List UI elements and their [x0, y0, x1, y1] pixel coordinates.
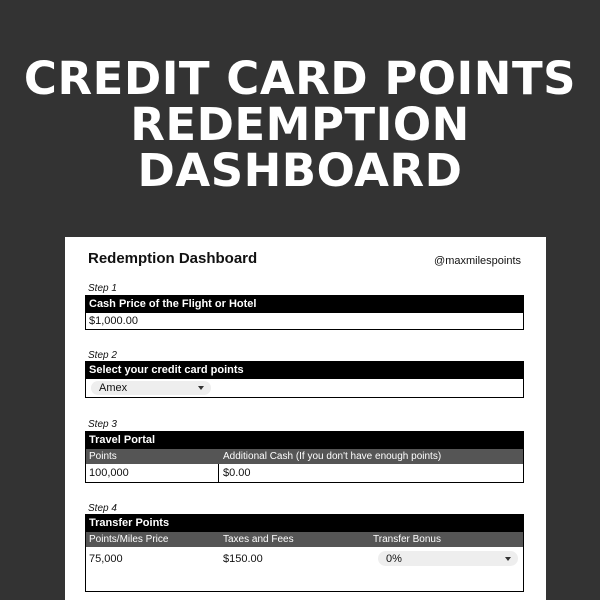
hero-title-line-3: DASHBOARD — [137, 144, 463, 197]
step-1-label: Step 1 — [88, 283, 117, 294]
transfer-bonus-column-header: Transfer Bonus — [373, 534, 441, 545]
chevron-down-icon — [505, 557, 511, 561]
chevron-down-icon — [198, 386, 204, 390]
travel-portal-values-row — [86, 464, 523, 482]
step-2-header: Select your credit card points — [86, 362, 523, 379]
points-column-header: Points — [89, 451, 117, 462]
column-divider — [218, 464, 219, 482]
step-2-label: Step 2 — [88, 350, 117, 361]
portal-additional-cash-value[interactable]: $0.00 — [223, 467, 251, 479]
taxes-fees-value[interactable]: $150.00 — [223, 553, 263, 565]
step-3-label: Step 3 — [88, 419, 117, 430]
step-4-header: Transfer Points — [86, 515, 523, 532]
step-3-block — [85, 431, 524, 483]
transfer-bonus-dropdown[interactable] — [378, 551, 518, 566]
portal-points-value[interactable]: 100,000 — [89, 467, 129, 479]
step-1-block — [85, 295, 524, 330]
additional-cash-column-header: Additional Cash (If you don't have enough points) — [223, 451, 442, 462]
cash-price-field[interactable] — [86, 313, 523, 329]
sheet-title: Redemption Dashboard — [88, 250, 258, 267]
step-1-header: Cash Price of the Flight or Hotel — [86, 296, 523, 313]
step-4-label: Step 4 — [88, 503, 117, 514]
hero-title — [0, 52, 600, 197]
transfer-bonus-selected: 0% — [386, 552, 402, 565]
card-points-row — [86, 379, 523, 397]
hero-title-line-2: REDEMPTION — [130, 98, 470, 151]
transfer-points-column-headers — [86, 532, 523, 547]
travel-portal-column-headers — [86, 449, 523, 464]
hero-title-line-1: CREDIT CARD POINTS — [23, 52, 577, 105]
step-2-block — [85, 361, 524, 398]
author-handle: @maxmilespoints — [434, 255, 521, 267]
taxes-fees-column-header: Taxes and Fees — [223, 534, 294, 545]
dashboard-sheet — [65, 237, 546, 600]
card-points-dropdown[interactable] — [91, 381, 211, 395]
cash-price-value: $1,000.00 — [89, 315, 138, 327]
miles-price-value[interactable]: 75,000 — [89, 553, 123, 565]
step-3-header: Travel Portal — [86, 432, 523, 449]
step-4-block — [85, 514, 524, 592]
miles-price-column-header: Points/Miles Price — [89, 534, 169, 545]
transfer-points-values-row — [86, 547, 523, 571]
card-points-selected: Amex — [99, 382, 128, 394]
